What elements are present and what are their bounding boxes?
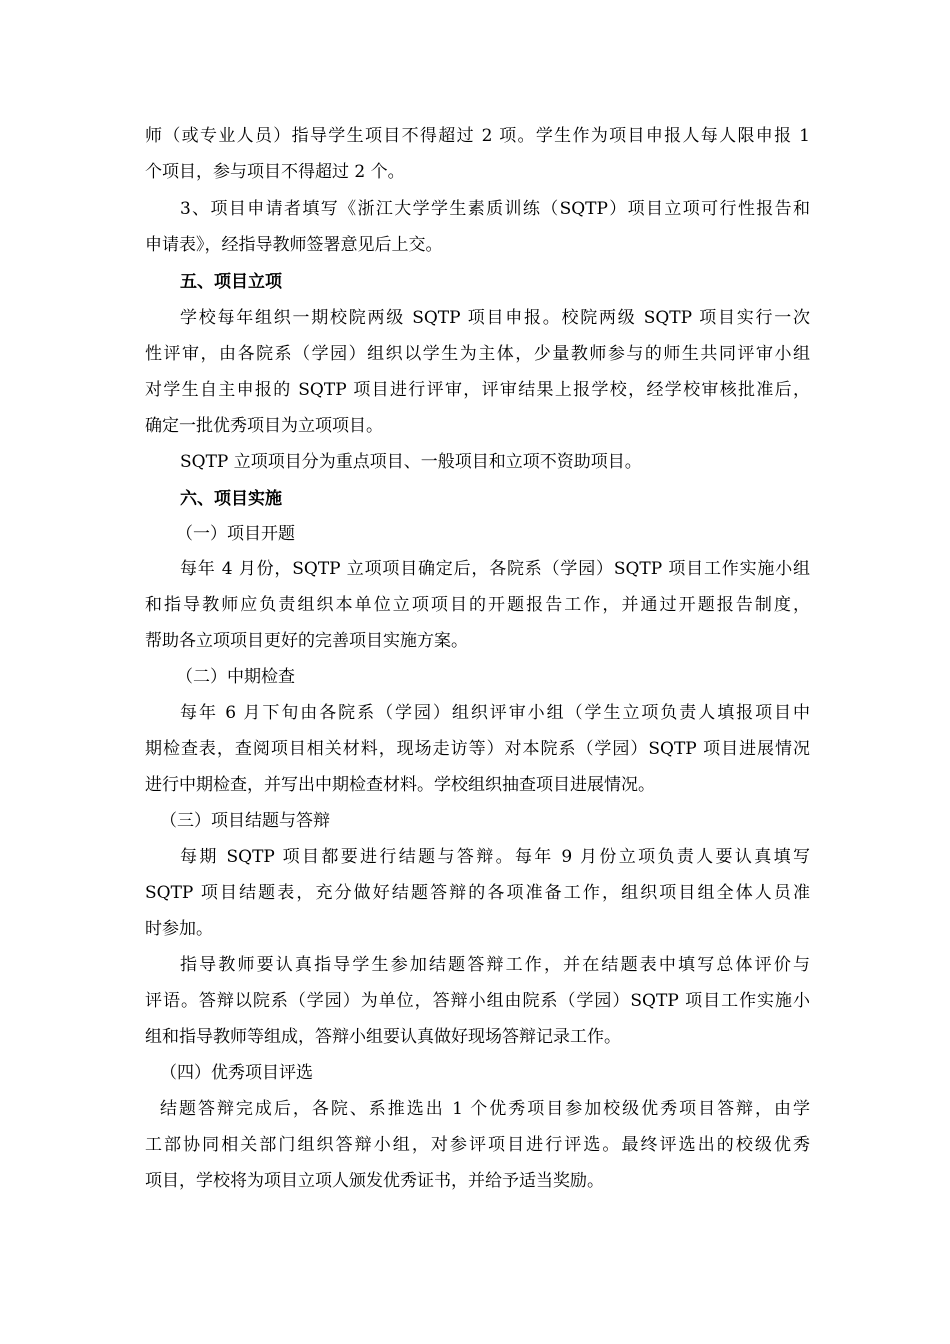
paragraph-line: 确定一批优秀项目为立项项目。 — [145, 416, 383, 436]
paragraph-line: 每期 SQTP 项目都要进行结题与答辩。每年 9 月份立项负责人要认真填写 — [180, 847, 810, 867]
subsection-heading: （一）项目开题 — [176, 524, 295, 544]
paragraph-line: 对学生自主申报的 SQTP 项目进行评审，评审结果上报学校，经学校审核批准后， — [145, 380, 810, 400]
paragraph-line: 性评审，由各院系（学园）组织以学生为主体，少量教师参与的师生共同评审小组 — [145, 344, 810, 364]
paragraph-line: 每年 4 月份，SQTP 立项项目确定后，各院系（学园）SQTP 项目工作实施小组 — [180, 559, 810, 579]
paragraph-line: 指导教师要认真指导学生参加结题答辩工作，并在结题表中填写总体评价与 — [180, 955, 810, 975]
paragraph-line: 评语。答辩以院系（学园）为单位，答辩小组由院系（学园）SQTP 项目工作实施小 — [145, 991, 810, 1011]
subsection-heading: （二）中期检查 — [176, 667, 295, 687]
paragraph-line: 和指导教师应负责组织本单位立项项目的开题报告工作，并通过开题报告制度， — [145, 595, 810, 615]
paragraph-line: 申请表》，经指导教师签署意见后上交。 — [145, 235, 443, 255]
paragraph-line: 帮助各立项项目更好的完善项目实施方案。 — [145, 631, 468, 651]
paragraph-line: 结题答辩完成后，各院、系推选出 1 个优秀项目参加校级优秀项目答辩，由学 — [160, 1099, 810, 1119]
paragraph-line: 师（或专业人员）指导学生项目不得超过 2 项。学生作为项目申报人每人限申报 1 — [145, 126, 810, 146]
paragraph-line: 组和指导教师等组成，答辩小组要认真做好现场答辩记录工作。 — [145, 1027, 621, 1047]
paragraph-line: 个项目，参与项目不得超过 2 个。 — [145, 162, 405, 182]
section-heading: 五、项目立项 — [180, 272, 282, 292]
paragraph-line: 进行中期检查，并写出中期检查材料。学校组织抽查项目进展情况。 — [145, 775, 655, 795]
paragraph-line: 学校每年组织一期校院两级 SQTP 项目申报。校院两级 SQTP 项目实行一次 — [180, 308, 810, 328]
paragraph-line: SQTP 项目结题表，充分做好结题答辩的各项准备工作，组织项目组全体人员准 — [145, 883, 810, 903]
paragraph-line: 3、项目申请者填写《浙江大学学生素质训练（SQTP）项目立项可行性报告和 — [180, 199, 810, 219]
section-heading: 六、项目实施 — [180, 489, 282, 509]
paragraph-line: SQTP 立项项目分为重点项目、一般项目和立项不资助项目。 — [180, 452, 642, 472]
paragraph-line: 期检查表，查阅项目相关材料，现场走访等）对本院系（学园）SQTP 项目进展情况 — [145, 739, 810, 759]
subsection-heading: （三）项目结题与答辩 — [160, 811, 330, 831]
paragraph-line: 时参加。 — [145, 919, 213, 939]
paragraph-line: 每年 6 月下旬由各院系（学园）组织评审小组（学生立项负责人填报项目中 — [180, 703, 810, 723]
paragraph-line: 项目，学校将为项目立项人颁发优秀证书，并给予适当奖励。 — [145, 1171, 604, 1191]
subsection-heading: （四）优秀项目评选 — [160, 1063, 313, 1083]
paragraph-line: 工部协同相关部门组织答辩小组，对参评项目进行评选。最终评选出的校级优秀 — [145, 1135, 810, 1155]
